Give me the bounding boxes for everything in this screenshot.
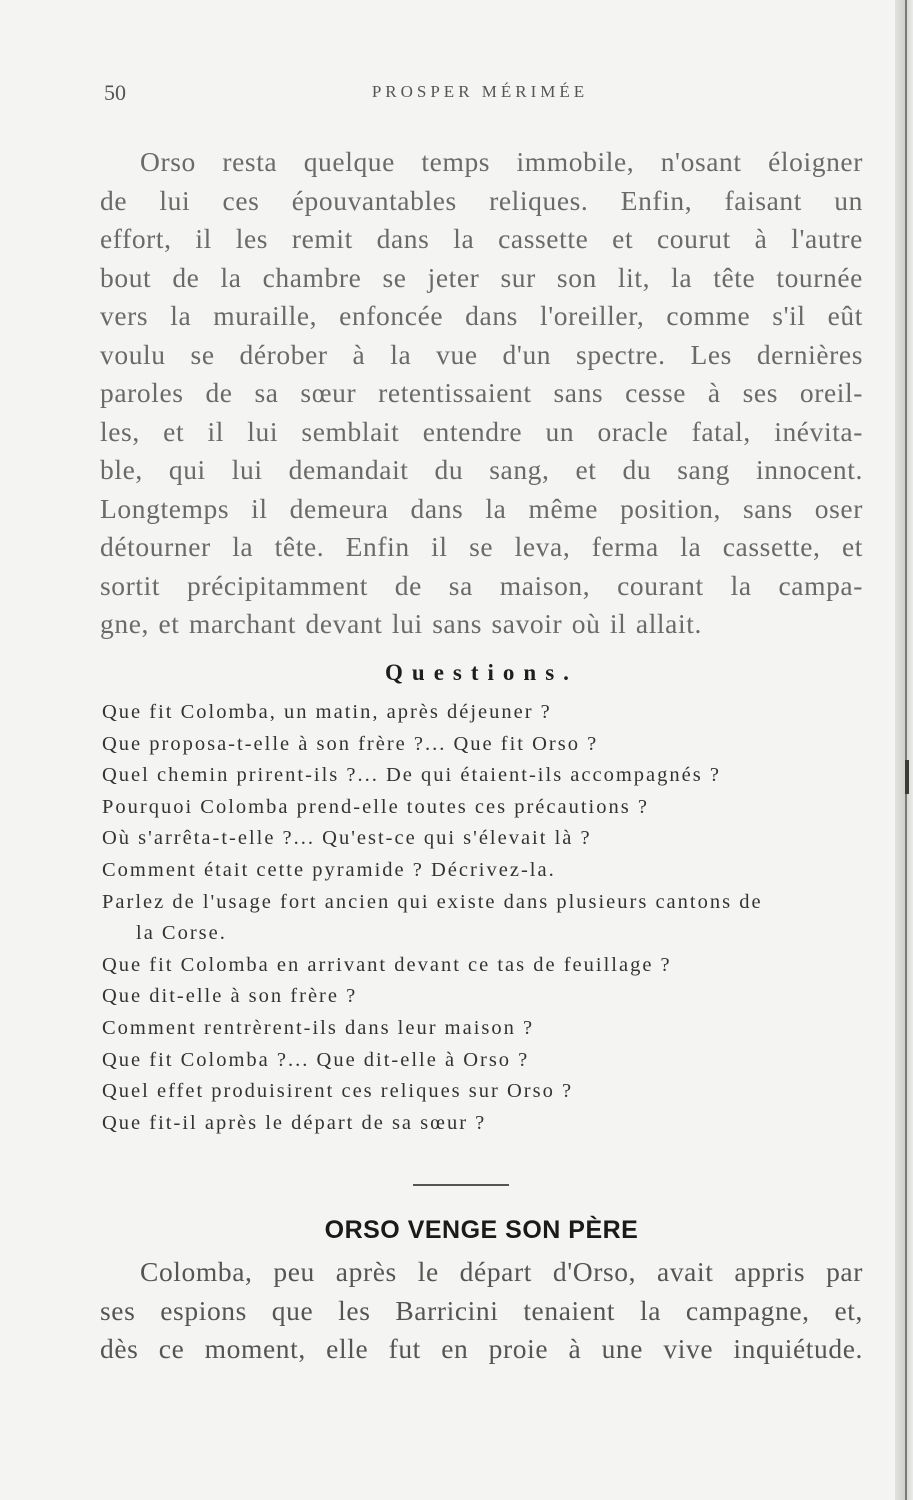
question-item: Que proposa-t-elle à son frère ?... Que fit Orso ? <box>102 732 599 755</box>
question-item: Que fit Colomba en arrivant devant ce tas de feuillage ? <box>102 953 672 976</box>
text-line: Colomba, peu après le départ d'Orso, avait appris par <box>140 1256 863 1287</box>
question-item: Que dit-elle à son frère ? <box>102 985 358 1008</box>
text-line: détourner la tête. Enfin il se leva, ferma la cassette, et <box>100 531 863 562</box>
questions-list <box>102 697 862 1139</box>
binding-edge-line <box>905 0 907 1500</box>
text-line: vers la muraille, enfoncée dans l'oreiller, comme s'il eût <box>100 300 863 331</box>
question-item-continuation: la Corse. <box>136 922 227 945</box>
question-item: Que fit Colomba ?... Que dit-elle à Orso ? <box>102 1048 530 1071</box>
questions-heading: Questions. <box>385 660 578 685</box>
question-item: Comment rentrèrent-ils dans leur maison ? <box>102 1016 535 1039</box>
question-item: Comment était cette pyramide ? Décrivez-la. <box>102 858 556 881</box>
running-title: PROSPER MÉRIMÉE <box>371 82 589 101</box>
section-divider <box>413 1184 509 1186</box>
text-line: effort, il les remit dans la cassette et courut à l'autre <box>100 223 863 254</box>
paragraph-orso-resta <box>100 143 863 644</box>
question-item: Où s'arrêta-t-elle ?... Qu'est-ce qui s'élevait là ? <box>102 827 592 850</box>
text-line: paroles de sa sœur retentissaient sans cesse à ses oreil- <box>100 377 863 408</box>
text-line: Orso resta quelque temps immobile, n'osant éloigner <box>140 146 863 177</box>
text-line: de lui ces épouvantables reliques. Enfin, faisant un <box>100 184 863 216</box>
page-header <box>100 80 860 108</box>
text-line: sortit précipitamment de sa maison, courant la campa- <box>100 569 863 601</box>
question-item: Pourquoi Colomba prend-elle toutes ces précautions ? <box>102 795 649 818</box>
question-item: Parlez de l'usage fort ancien qui existe dans plusieurs cantons de <box>102 890 763 913</box>
question-item: Quel chemin prirent-ils ?... De qui étaient-ils accompagnés ? <box>102 764 721 787</box>
page-edge <box>895 0 913 1500</box>
text-line: dès ce moment, elle fut en proie à une vive inquiétude. <box>100 1333 863 1364</box>
section-title: ORSO VENGE SON PÈRE <box>324 1216 639 1244</box>
text-line: bout de la chambre se jeter sur son lit, la tête tournée <box>100 261 863 293</box>
binding-edge-mark <box>905 760 909 794</box>
text-line: ble, qui lui demandait du sang, et du sang innocent. <box>100 454 863 485</box>
text-line: gne, et marchant devant lui sans savoir où il allait. <box>100 608 702 639</box>
text-line: ses espions que les Barricini tenaient la campagne, et, <box>100 1294 863 1326</box>
page-number: 50 <box>104 80 126 105</box>
paragraph-colomba <box>100 1253 863 1369</box>
question-item: Que fit Colomba, un matin, après déjeuner ? <box>102 701 552 723</box>
text-line: Longtemps il demeura dans la même position, sans oser <box>100 492 863 524</box>
question-item: Que fit-il après le départ de sa sœur ? <box>102 1111 487 1134</box>
text-line: les, et il lui semblait entendre un oracle fatal, inévita- <box>100 415 863 447</box>
question-item: Quel effet produisirent ces reliques sur Orso ? <box>102 1080 574 1103</box>
text-line: voulu se dérober à la vue d'un spectre. Les dernières <box>100 338 863 370</box>
